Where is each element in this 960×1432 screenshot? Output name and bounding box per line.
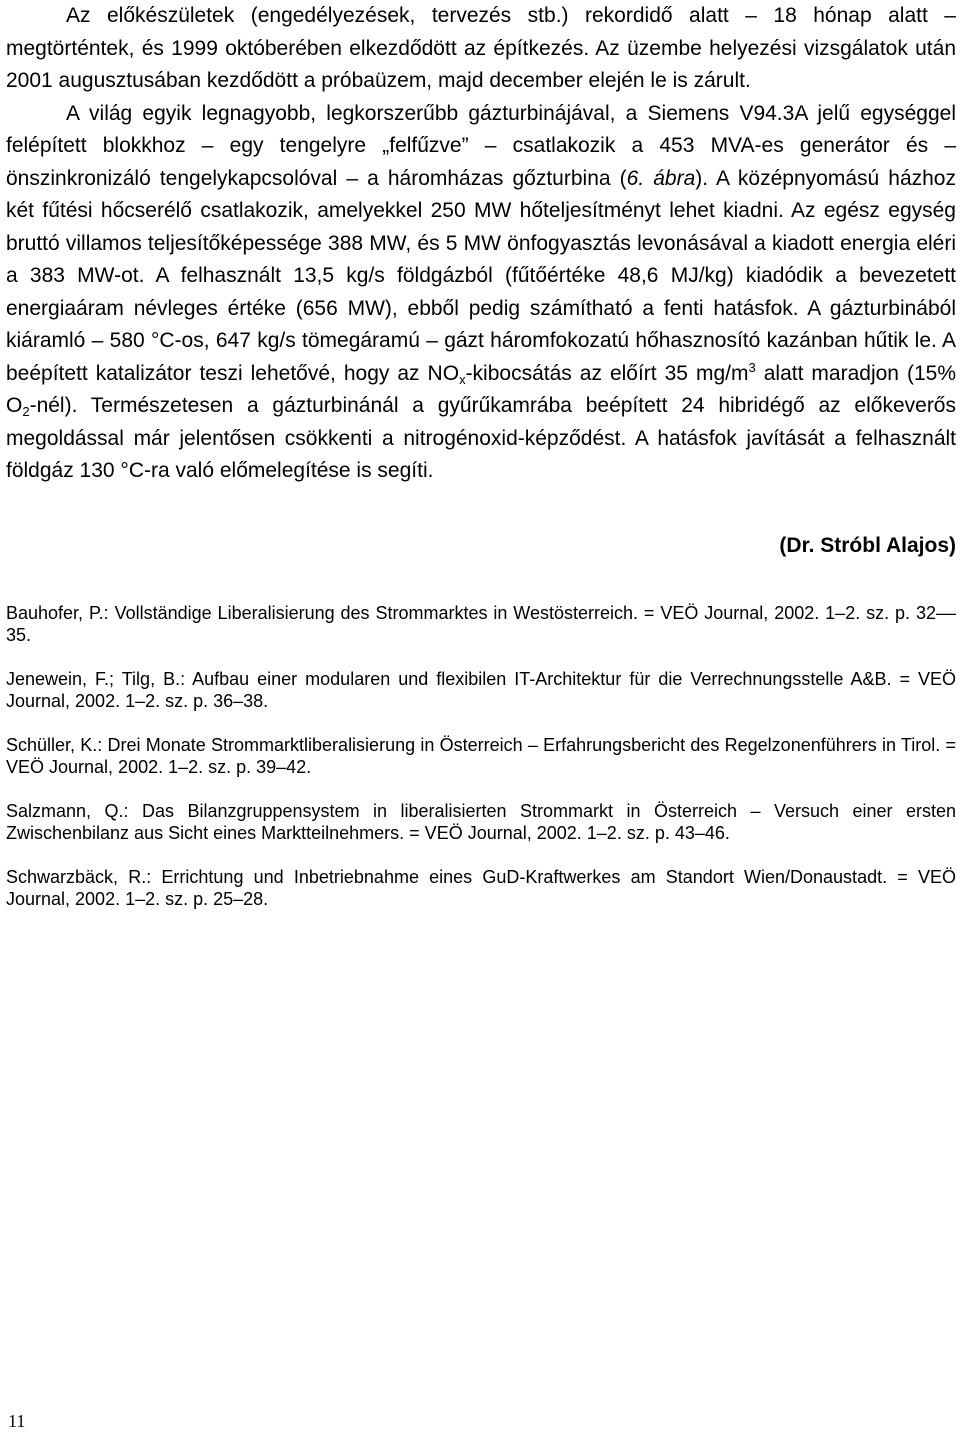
reference-item: Schwarzbäck, R.: Errichtung und Inbetriebnahme eines GuD-Kraftwerkes am Standort Wien/Donaustadt. = VEÖ Journal, 2002. 1–2. sz. p. 25–28. [6, 866, 956, 909]
page-number: 11 [8, 1411, 26, 1431]
subscript-x: x [459, 371, 466, 387]
superscript-3: 3 [748, 359, 756, 375]
paragraph-text: alatt maradjon (15% O [6, 361, 956, 417]
paragraph-text: -kibocsátás az előírt 35 mg/m [465, 361, 749, 385]
reference-item: Bauhofer, P.: Vollständige Liberalisierung des Strommarktes in Westösterreich. = VEÖ Journal, 2002. 1–2. sz. p. 32––35. [6, 602, 956, 645]
reference-list [6, 602, 956, 910]
subscript-2: 2 [22, 404, 30, 419]
reference-item: Jenewein, F.; Tilg, B.: Aufbau einer modularen und flexibilen IT-Architektur für die Verrechnungsstelle A&B. = VEÖ Journal, 2002. 1–2. sz. p. 36–38. [6, 668, 956, 711]
document-page [6, 0, 956, 932]
author-signature: (Dr. Stróbl Alajos) [779, 533, 956, 557]
paragraph-text: ). A középnyomású házhoz két fűtési hőcserélő csatlakozik, amelyekkel 250 MW hőteljesítményt lehet kiadni. Az egész egység bruttó villamos teljesítőképessége 388 MW, és 5 MW önfogyasztás levonásával a kiadott energia eléri a 383 MW-ot. A felhasznált 13,5 kg/s földgázból (fűtőértéke 48,6 MJ/kg) kiadódik a bevezetett energiaáram névleges értéke (656 MW), ebből pedig számítható a fenti hatásfok. A gázturbinából kiáramló – 580 °C-os, 647 kg/s tömegáramú – gázt háromfokozatú hőhasznosító kazánban hűtik le. A beépített katalizátor teszi lehetővé, hogy az NO [6, 166, 956, 385]
paragraph-text: A világ egyik legnagyobb, legkorszerűbb gázturbinájával, a Siemens V94.3A jelű egységgel felépített blokkhoz – egy tengelyre „felfűzve” – csatlakozik a 453 MVA-es generátor és – önszinkronizáló tengelykapcsolóval – a háromházas gőzturbina ( [6, 101, 956, 190]
paragraph-preparation [6, 0, 956, 98]
paragraph-gas-turbine [6, 98, 956, 488]
figure-reference: 6. ábra [626, 166, 696, 190]
paragraph-text: Az előkészületek (engedélyezések, tervezés stb.) rekordidő alatt – 18 hónap alatt – megtörténtek, és 1999 októberében elkezdődött az építkezés. Az üzembe helyezési vizsgálatok után 2001 augusztusában kezdődött a próbaüzem, majd december elején le is zárult. [6, 4, 956, 92]
paragraph-text: -nél). Természetesen a gázturbinánál a gyűrűkamrába beépített 24 hibridégő az előkeverős megoldással már jelentősen csökkenti a nitrogénoxid-képződést. A hatásfok javítását a felhasznált földgáz 130 °C-ra való előmelegítése is segíti. [6, 394, 956, 482]
reference-item: Salzmann, Q.: Das Bilanzgruppensystem in liberalisierten Strommarkt in Österreich – Versuch einer ersten Zwischenbilanz aus Sicht eines Marktteilnehmers. = VEÖ Journal, 2002. 1–2. sz. p. 43–46. [6, 800, 956, 843]
reference-item: Schüller, K.: Drei Monate Strommarktliberalisierung in Österreich – Erfahrungsbericht des Regelzonenführers in Tirol. = VEÖ Journal, 2002. 1–2. sz. p. 39–42. [6, 734, 956, 777]
